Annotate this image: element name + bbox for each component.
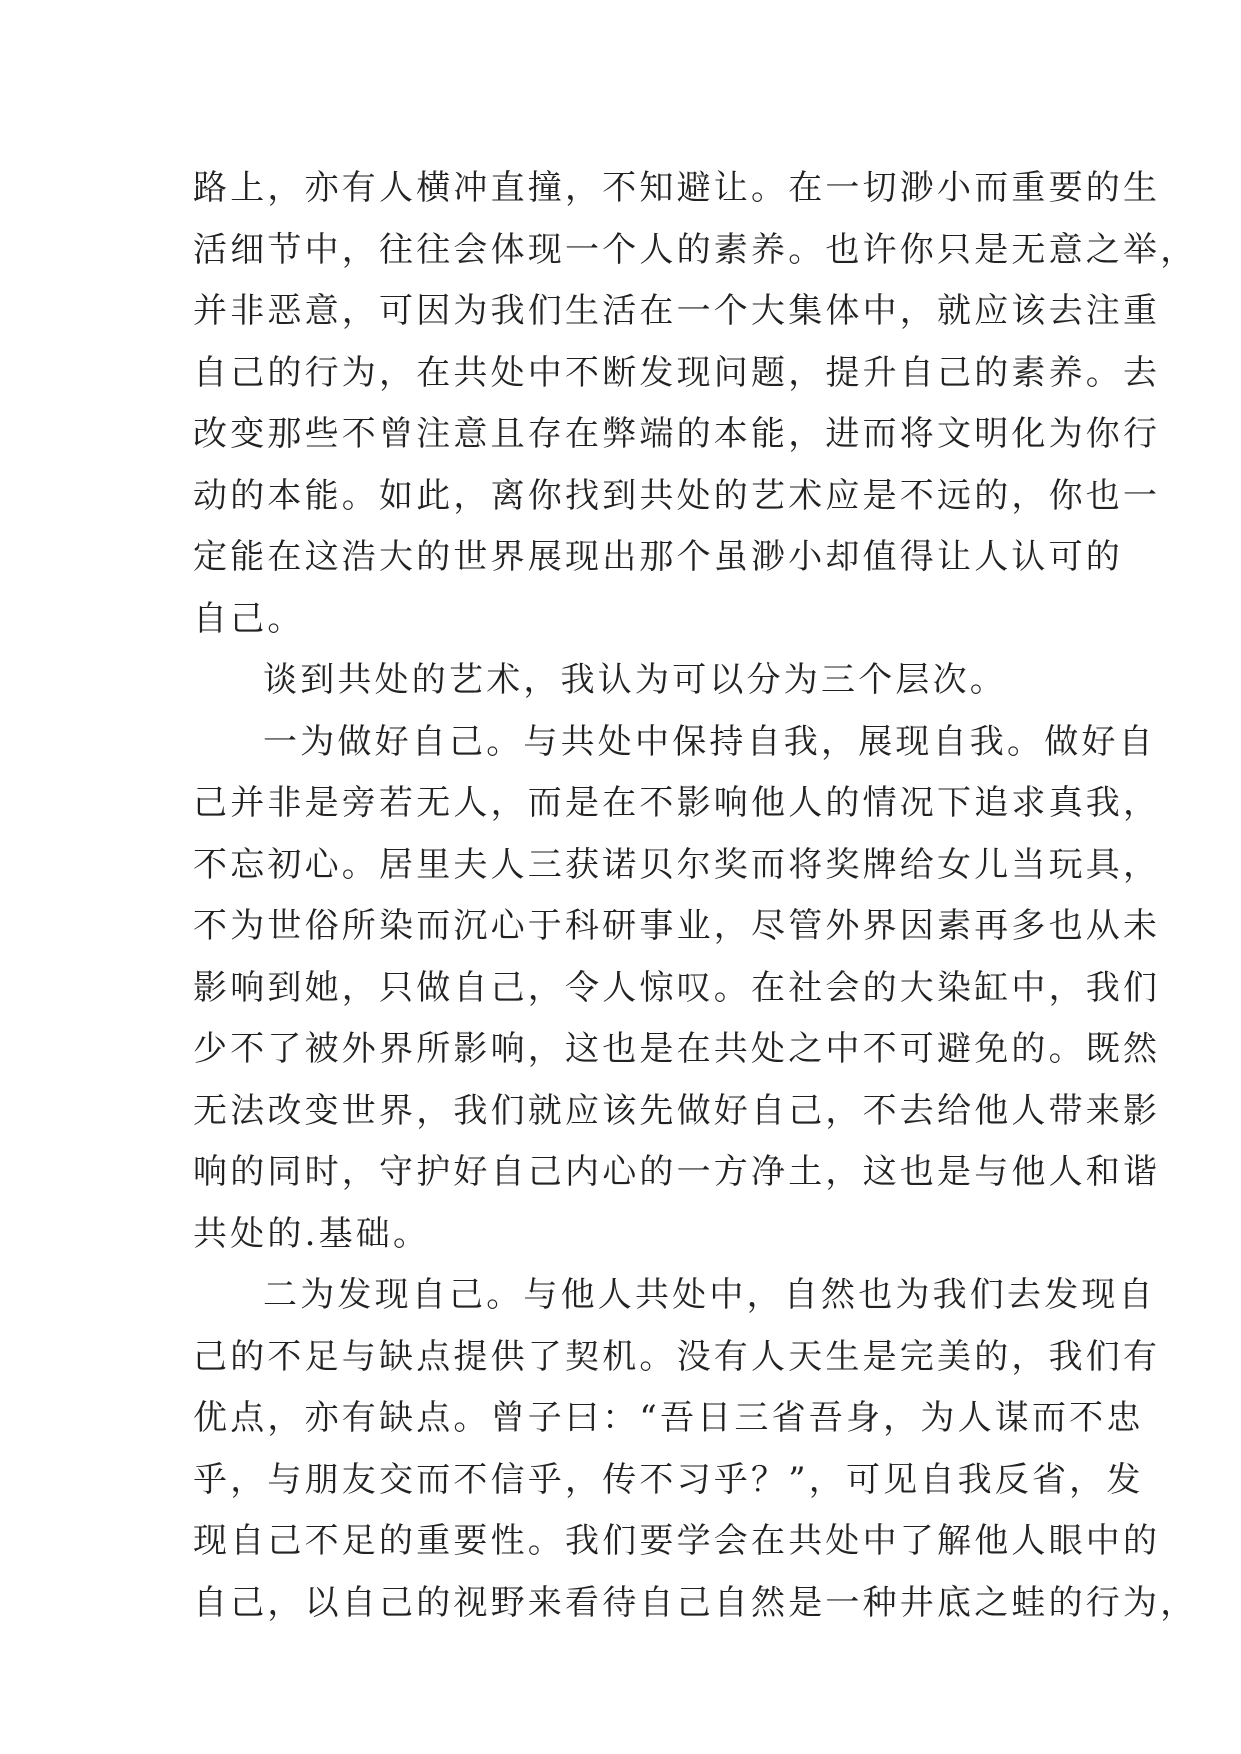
text-line: 定能在这浩大的世界展现出那个虽渺小却值得让人认可的 (193, 537, 1123, 577)
paragraph-start-line: 二为发现自己。与他人共处中，自然也为我们去发现自 (263, 1275, 1156, 1315)
text-line: 乎，与朋友交而不信乎，传不习乎？”，可见自我反省，发 (193, 1459, 1144, 1500)
text-line: 响的同时，守护好自己内心的一方净土，这也是与他人和谐 (193, 1152, 1161, 1192)
text-line: 少不了被外界所影响，这也是在共处之中不可避免的。既然 (193, 1029, 1161, 1069)
text-line: 优点，亦有缺点。曾子曰：“吾日三省吾身，为人谋而不忠 (193, 1398, 1144, 1438)
body-text (193, 158, 1198, 1634)
text-line: 己并非是旁若无人，而是在不影响他人的情况下追求真我， (193, 783, 1161, 823)
text-line: 路上，亦有人横冲直撞，不知避让。在一切渺小而重要的生 (193, 168, 1161, 208)
text-line: 共处的.基础。 (193, 1213, 431, 1254)
text-line: 自己。 (193, 598, 305, 639)
paragraph-start-line: 一为做好自己。与共处中保持自我，展现自我。做好自 (263, 721, 1156, 762)
text-line: 无法改变世界，我们就应该先做好自己，不去给他人带来影 (193, 1090, 1161, 1131)
text-line: 并非恶意，可因为我们生活在一个大集体中，就应该去注重 (193, 291, 1161, 331)
text-line: 影响到她，只做自己，令人惊叹。在社会的大染缸中，我们 (193, 967, 1161, 1008)
paragraph-start-line: 谈到共处的艺术，我认为可以分为三个层次。 (263, 660, 1007, 700)
text-line: 不忘初心。居里夫人三获诺贝尔奖而将奖牌给女儿当玩具， (193, 844, 1161, 885)
text-line: 自己，以自己的视野来看待自己自然是一种井底之蛙的行为， (193, 1582, 1198, 1623)
text-line: 改变那些不曾注意且存在弊端的本能，进而将文明化为你行 (193, 414, 1161, 454)
text-line: 现自己不足的重要性。我们要学会在共处中了解他人眼中的 (193, 1521, 1161, 1561)
text-line: 己的不足与缺点提供了契机。没有人天生是完美的，我们有 (193, 1336, 1161, 1377)
text-line: 不为世俗所染而沉心于科研事业，尽管外界因素再多也从未 (193, 906, 1161, 946)
text-line: 活细节中，往往会体现一个人的素养。也许你只是无意之举， (193, 229, 1198, 270)
text-line: 自己的行为，在共处中不断发现问题，提升自己的素养。去 (193, 352, 1161, 393)
text-line: 动的本能。如此，离你找到共处的艺术应是不远的，你也一 (193, 475, 1161, 516)
